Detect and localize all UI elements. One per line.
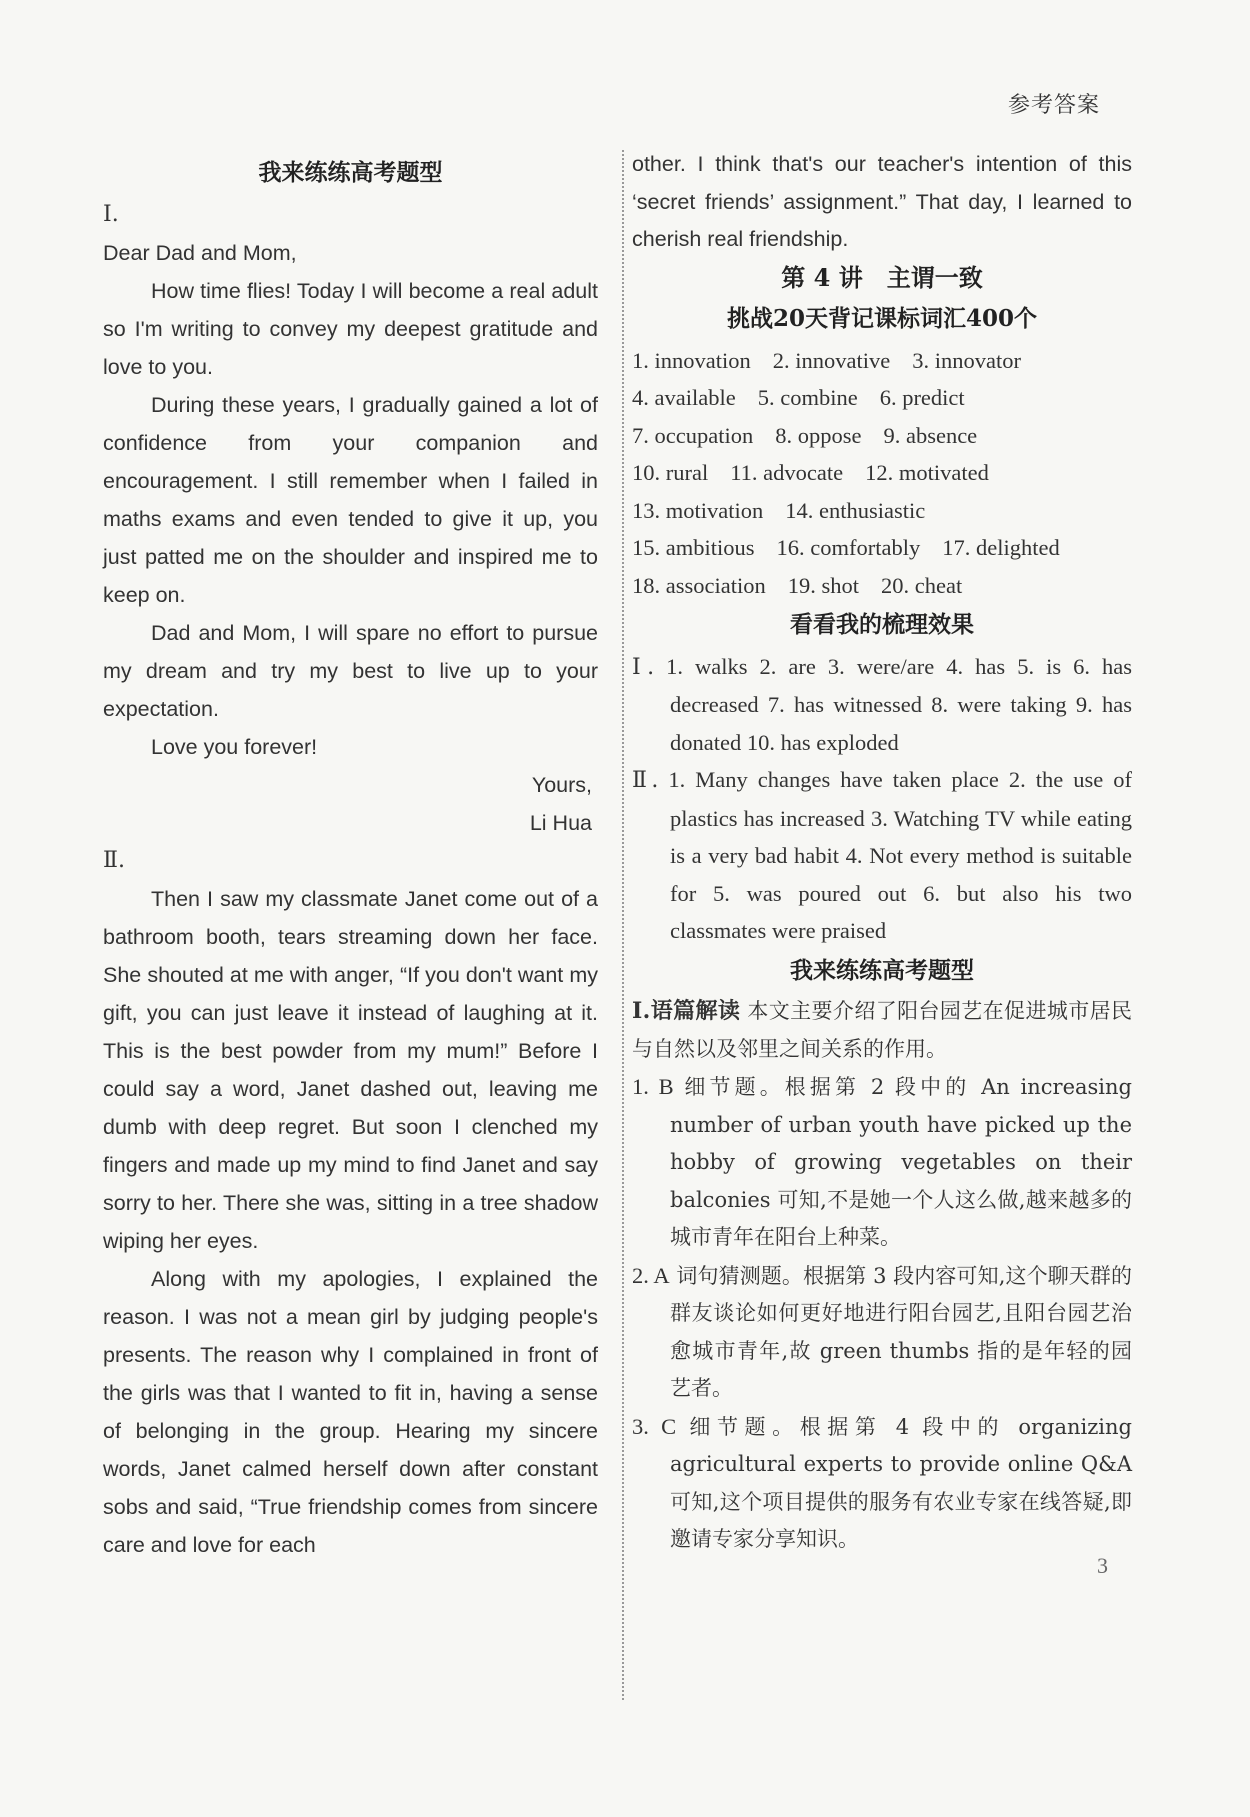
review-part-2 — [632, 761, 1132, 950]
review-part-2-label: Ⅱ. — [632, 768, 659, 793]
vocab-item: 12. motivated — [865, 460, 989, 485]
vocab-row — [632, 567, 1132, 605]
vocab-item: 18. association — [632, 572, 766, 598]
left-column — [103, 152, 598, 1564]
vocab-item: 5. combine — [757, 385, 858, 410]
vocab-item: 13. motivation — [632, 497, 764, 523]
answer-number: 1. B — [632, 1074, 674, 1099]
part-label-1: Ⅰ. — [103, 202, 119, 227]
answer-explanation: 细节题。根据第 2 段中的 An increasing number of urban youth have picked up the hobby of growing vegetables on their balconies 可知,不是她一个人这么做,越来越多的城市青年在阳台上种菜。 — [670, 1075, 1132, 1249]
vocab-item: 20. cheat — [881, 572, 963, 598]
part-label-2: Ⅱ. — [103, 848, 125, 873]
letter-signoff: Yours, — [531, 773, 592, 797]
vocab-item: 2. innovative — [772, 347, 891, 373]
page-header-title: 参考答案 — [1007, 93, 1100, 118]
vocab-item: 17. delighted — [942, 535, 1060, 560]
vocab-item: 4. available — [632, 385, 736, 410]
vocab-item: 10. rural — [632, 460, 709, 485]
vocab-item: 8. oppose — [775, 422, 862, 448]
vocab-item: 14. enthusiastic — [785, 497, 926, 523]
letter-paragraph-2: During these years, I gradually gained a lot of confidence from your companion and encouragement. I still remember when I failed in maths exams and even tended to give it up, you just patted me on the shoulder and inspired me to keep on. — [103, 393, 598, 607]
vocab-row — [632, 379, 1132, 417]
vocab-item: 7. occupation — [632, 422, 754, 448]
answer-explanation: 词句猜测题。根据第 3 段内容可知,这个聊天群的群友谈论如何更好地进行阳台园艺,且阳台园艺治愈城市青年,故 green thumbs 指的是年轻的园艺者。 — [670, 1263, 1132, 1400]
letter-paragraph-1: How time flies! Today I will become a real adult so I'm writing to convey my deepest gratitude and love to you. — [103, 279, 598, 379]
exam-part-1-label: Ⅰ.语篇解读 — [632, 998, 741, 1024]
section-heading-exam-practice: 我来练练高考题型 — [258, 159, 443, 186]
vocab-row — [632, 342, 1132, 380]
exam-part-1-summary — [632, 993, 1132, 1068]
vocab-row — [632, 529, 1132, 567]
vocab-item: 6. predict — [879, 385, 965, 410]
review-part-2-answers: 1. Many changes have taken place 2. the use of plastics has increased 3. Watching TV while eating is a very bad habit 4. Not every method is suitable for 5. was poured out 6. but also his two classmates were praised — [668, 767, 1133, 943]
section-heading-vocab: 挑战20天背记课标词汇400个 — [726, 305, 1038, 332]
vocab-row — [632, 454, 1132, 492]
answer-item — [632, 1068, 1132, 1257]
answer-item — [632, 1257, 1132, 1408]
letter-salutation: Dear Dad and Mom, — [103, 241, 297, 265]
vocab-item: 15. ambitious — [632, 535, 755, 560]
vocab-item: 1. innovation — [632, 347, 751, 373]
section-heading-exam-practice-2: 我来练练高考题型 — [790, 956, 974, 984]
section-heading-review: 看看我的梳理效果 — [790, 611, 974, 638]
letter-closing-line: Love you forever! — [151, 735, 318, 759]
vocab-item: 3. innovator — [912, 347, 1021, 373]
vocab-item: 11. advocate — [730, 460, 844, 485]
story-paragraph-1: Then I saw my classmate Janet come out of a bathroom booth, tears streaming down her face. She shouted at me with anger, “If you don't want my gift, you can just leave it instead of laughing at it. This is the best powder from my mum!” Before I could say a word, Janet dashed out, leaving me dumb with deep regret. But soon I clenched my fingers and made up my mind to find Janet and say sorry to her. There she was, sitting in a tree shadow wiping her eyes. — [103, 887, 598, 1253]
vocab-item: 19. shot — [787, 572, 859, 598]
story-paragraph-2: Along with my apologies, I explained the reason. I was not a mean girl by judging people's presents. The reason why I complained in front of the girls was that I wanted to fit in, having a sense of belonging in the group. Hearing my sincere words, Janet calmed herself down after constant sobs and said, “True friendship comes from sincere care and love for each — [103, 1267, 598, 1557]
story — [103, 880, 598, 1564]
exam-part-1-summary-text: 本文主要介绍了阳台园艺在促进城市居民与自然以及邻里之间关系的作用。 — [632, 999, 1133, 1061]
review-part-1 — [632, 648, 1132, 762]
vocab-list — [632, 342, 1132, 605]
answer-item — [632, 1408, 1132, 1559]
answer-number: 3. C — [632, 1413, 677, 1439]
vocab-item: 16. comfortably — [776, 535, 921, 560]
right-column — [632, 146, 1132, 1559]
review-part-1-label: Ⅰ. — [632, 654, 655, 680]
page-number: 3 — [1097, 1553, 1108, 1578]
letter — [103, 234, 598, 842]
review-part-1-answers: 1. walks 2. are 3. were/are 4. has 5. is 6. has decreased 7. has witnessed 8. were taking 9. has donated 10. has exploded — [666, 653, 1133, 755]
answer-explanation: 细节题。根据第 4 段中的 organizing agricultural experts to provide online Q&A 可知,这个项目提供的服务有农业专家在线答疑,即邀请专家分享知识。 — [670, 1414, 1132, 1551]
vocab-row — [632, 492, 1132, 530]
answer-number: 2. A — [632, 1262, 670, 1288]
letter-paragraph-3: Dad and Mom, I will spare no effort to pursue my dream and try my best to live up to your expectation. — [103, 621, 598, 721]
vocab-row — [632, 417, 1132, 455]
vocab-item: 9. absence — [883, 422, 978, 448]
column-divider — [622, 150, 624, 1700]
letter-signature: Li Hua — [529, 811, 592, 835]
lecture-title: 第 4 讲 主谓一致 — [781, 262, 983, 292]
story-continuation: other. I think that's our teacher's intention of this ‘secret friends’ assignment.” That day, I learned to cherish real friendship. — [632, 152, 1132, 251]
